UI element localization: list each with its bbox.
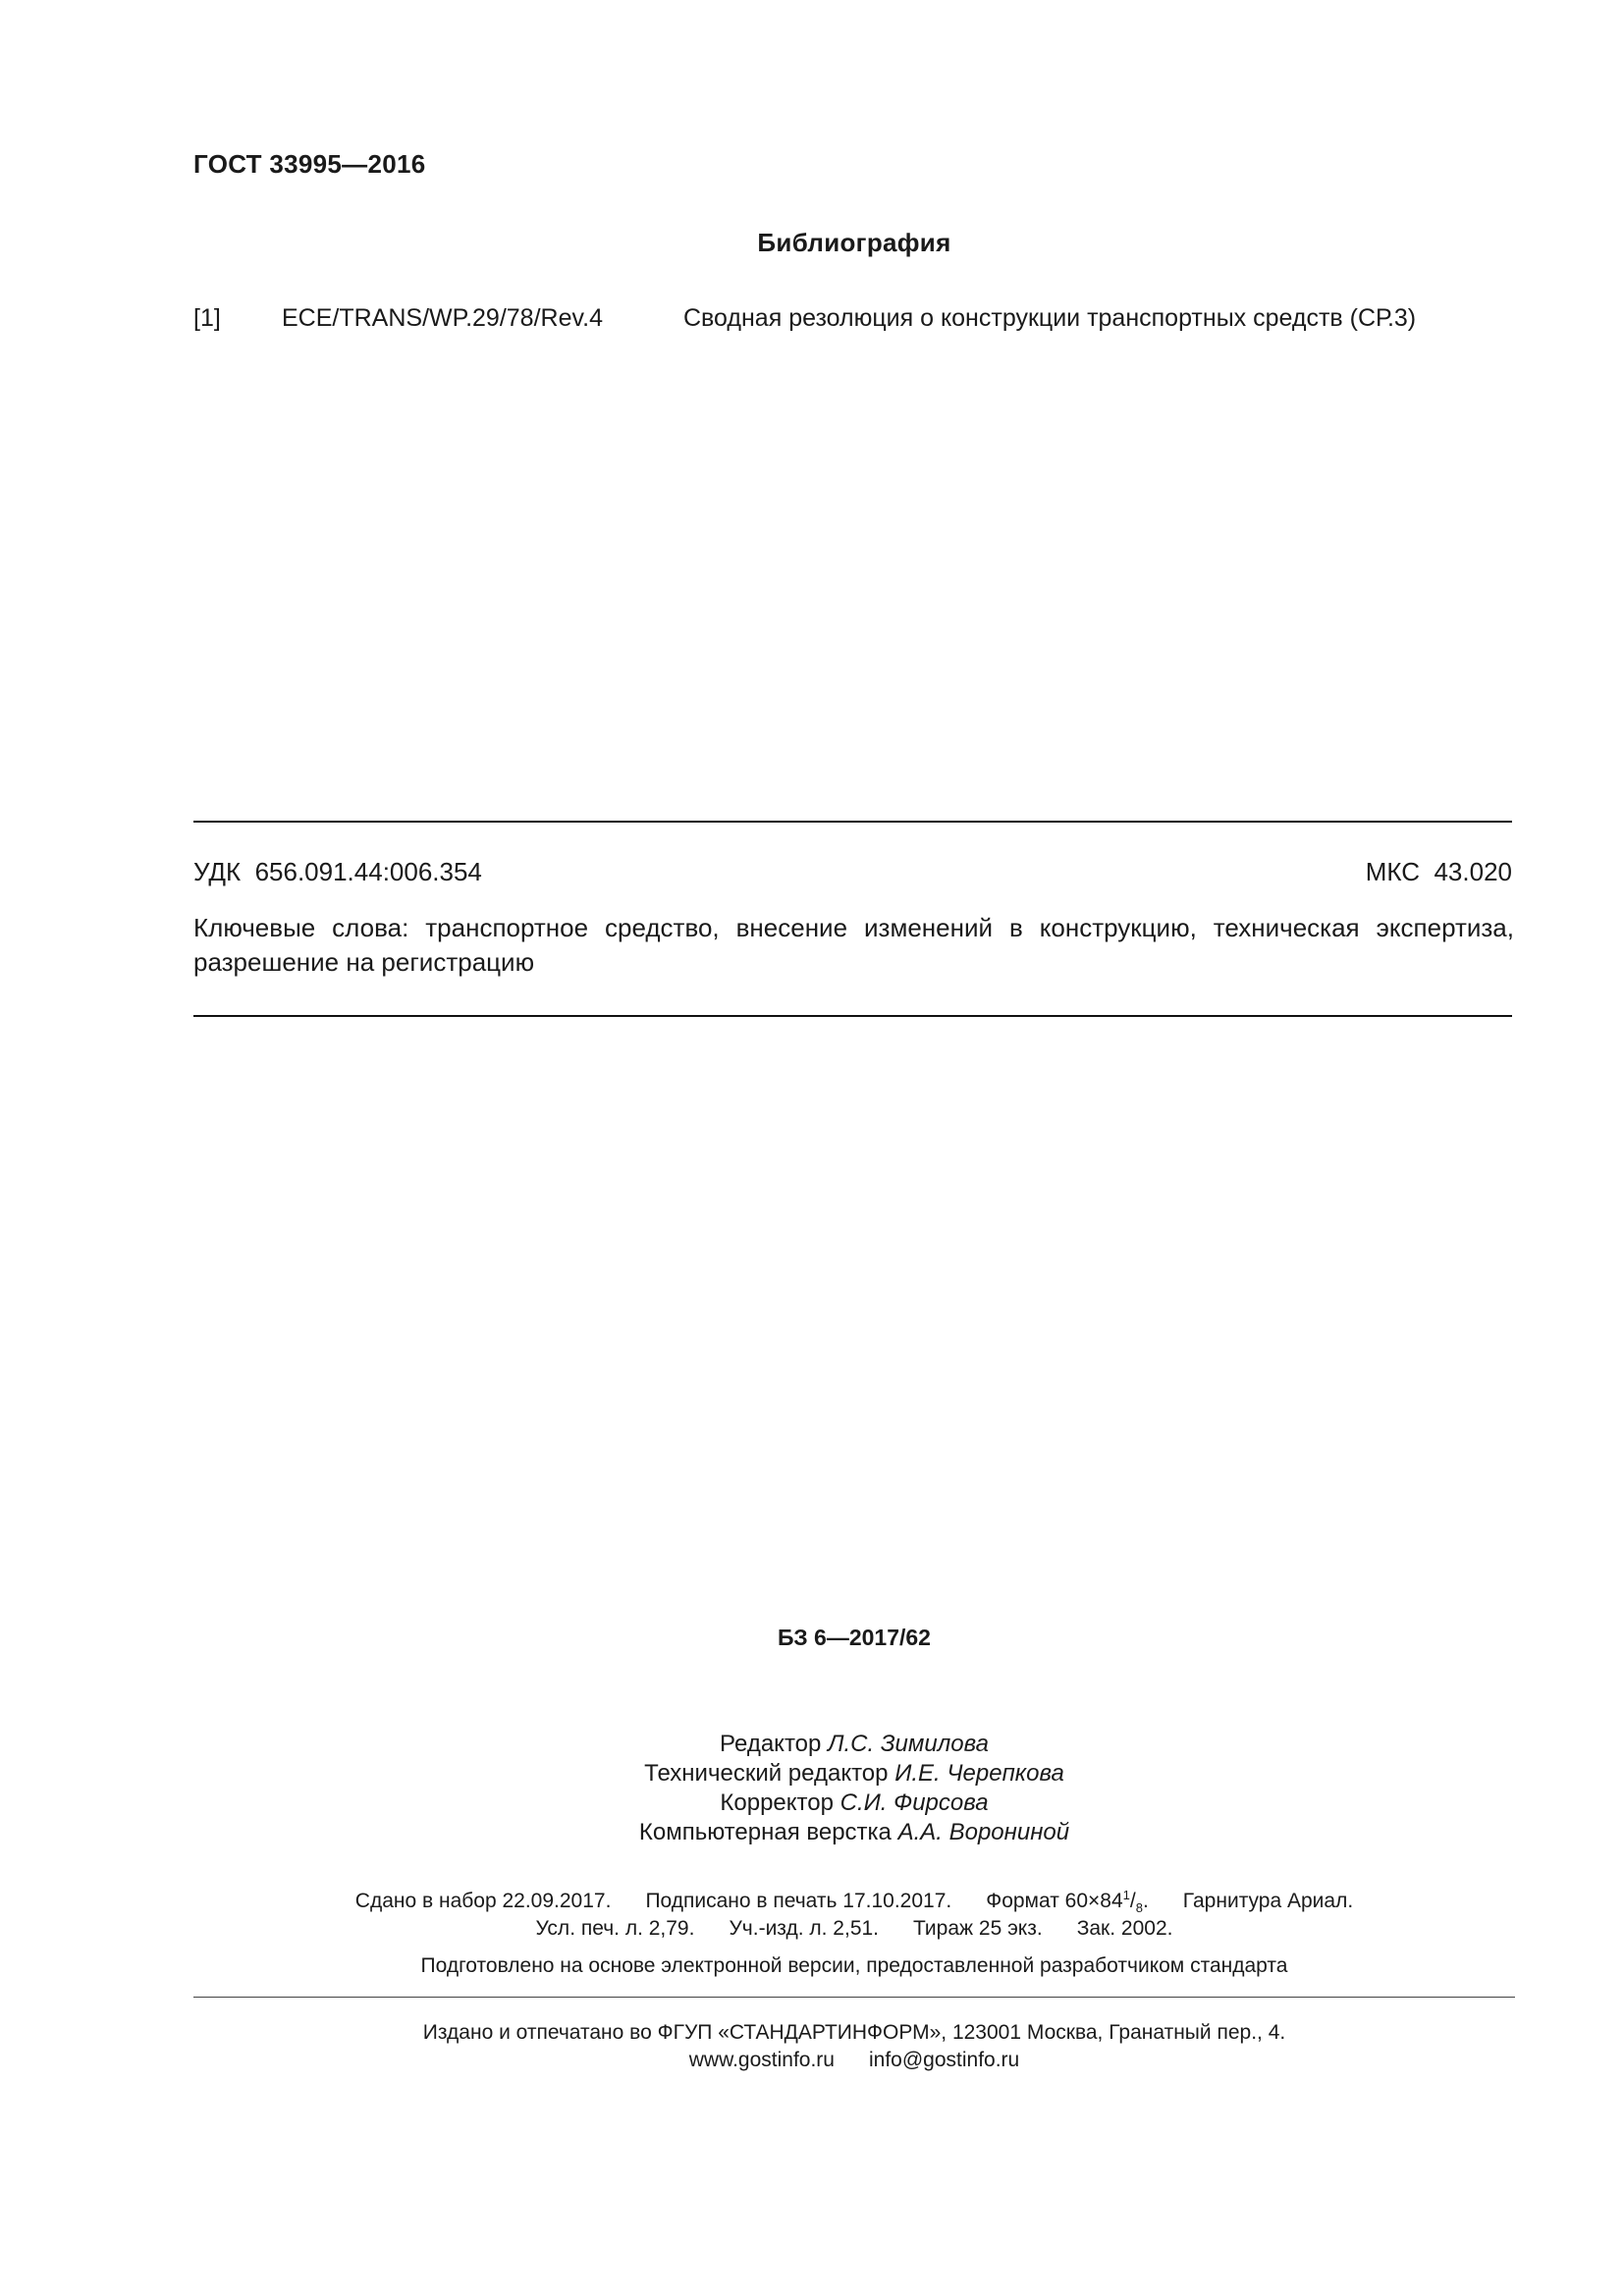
- divider-imprint: [193, 1997, 1515, 1998]
- publisher-info: Издано и отпечатано во ФГУП «СТАНДАРТИНФОРМ», 123001 Москва, Гранатный пер., 4.: [422, 2021, 1286, 2044]
- divider-bottom: [193, 1015, 1512, 1017]
- udk-code: [193, 857, 482, 887]
- editorial-staff: [0, 1730, 1624, 1847]
- staff-role: Редактор: [720, 1731, 822, 1757]
- format-subscript: 8: [1135, 1900, 1143, 1916]
- staff-role: Технический редактор: [644, 1760, 889, 1787]
- mks-value: 43.020: [1434, 857, 1512, 886]
- mks-code: [1366, 857, 1512, 887]
- staff-editor: [0, 1730, 1624, 1759]
- mks-label: МКС: [1365, 857, 1421, 886]
- website-link[interactable]: www.gostinfo.ru: [688, 2049, 835, 2071]
- staff-role: Корректор: [720, 1789, 834, 1816]
- udk-value: 656.091.44:006.354: [254, 857, 482, 886]
- staff-name: Л.С. Зимилова: [828, 1731, 989, 1757]
- publisher-contacts: [0, 2049, 1624, 2072]
- keywords: Ключевые слова: транспортное средство, внесение изменений в конструкцию, техническая экспертиза, разрешение на регистрацию: [193, 913, 1514, 977]
- reference-number: [1]: [193, 304, 221, 332]
- reference-title: Сводная резолюция о конструкции транспортных средств (СР.3): [683, 304, 1417, 332]
- staff-layout: [0, 1818, 1624, 1847]
- staff-name: А.А. Ворониной: [897, 1819, 1070, 1845]
- email-link[interactable]: info@gostinfo.ru: [869, 2049, 1020, 2071]
- staff-tech-editor: [0, 1759, 1624, 1789]
- print-typeface: . Гарнитура Ариал.: [1142, 1890, 1354, 1912]
- prepared-note: Подготовлено на основе электронной версии, предоставленной разработчиком стандарта: [420, 1954, 1288, 1977]
- document-code: ГОСТ 33995—2016: [193, 149, 426, 179]
- print-details-line2: Усл. печ. л. 2,79. Уч.-изд. л. 2,51. Тираж 25 экз. Зак. 2002.: [535, 1917, 1173, 1940]
- staff-proofreader: [0, 1789, 1624, 1818]
- staff-name: И.Е. Черепкова: [894, 1760, 1064, 1787]
- print-details-line1: Сдано в набор 22.09.2017. Подписано в печать 17.10.2017. Формат $60\times 84^1/_8$. Гарнитура Ариал.: [354, 1888, 1354, 1916]
- staff-name: С.И. Фирсова: [839, 1789, 989, 1816]
- print-dates: Сдано в набор 22.09.2017. Подписано в печать 17.10.2017. Формат 60×84: [354, 1890, 1123, 1912]
- staff-role: Компьютерная верстка: [638, 1819, 892, 1845]
- bz-number: БЗ 6—2017/62: [778, 1625, 931, 1650]
- format-superscript: 1: [1122, 1888, 1130, 1902]
- reference-code: ECE/TRANS/WP.29/78/Rev.4: [282, 304, 603, 332]
- divider-top: [193, 821, 1512, 823]
- udk-label: УДК: [193, 857, 242, 886]
- bibliography-title: Библиография: [757, 228, 951, 257]
